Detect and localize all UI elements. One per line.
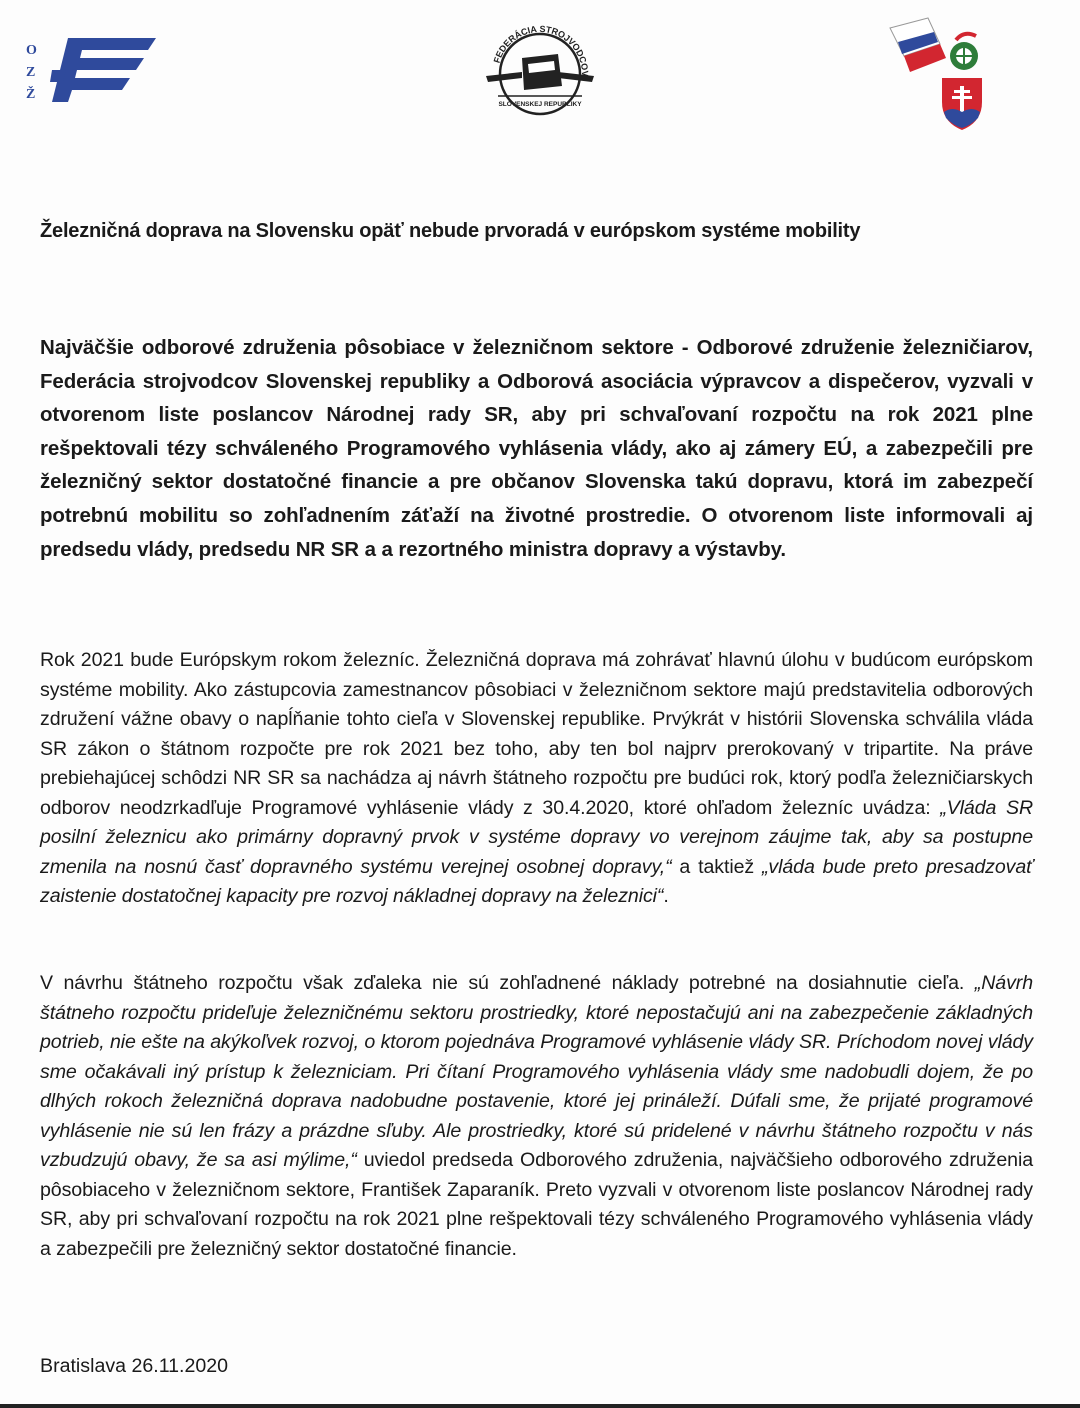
p1-end: . — [663, 885, 669, 907]
p1-quote-2: „vláda bude preto presadzovať zaistenie dostatočnej kapacity pre rozvoj nákladnej dopravy na železnici“ — [40, 855, 1033, 907]
ozz-letter-o: O — [26, 43, 37, 58]
ozz-wing-shape — [52, 38, 156, 102]
document-title: Železničná doprava na Slovensku opäť nebude prvoradá v európskom systéme mobility — [40, 220, 861, 242]
bottom-border — [0, 1404, 1080, 1408]
locomotive-icon — [522, 54, 562, 90]
ozz-letter-z: Z — [26, 65, 36, 80]
fs-arc-text: FEDERÁCIA STROJVODCOV — [491, 23, 591, 77]
place-and-date: Bratislava 26.11.2020 — [40, 1355, 229, 1377]
p1-mid: a taktiež — [671, 855, 762, 878]
p1-quote-1: „Vláda SR posilní železnicu ako primárny dopravný prvok v systéme dopravy vo verejnom záujme tak, aby sa postupne zmenila na nosnú časť dopravného systému verejnej osobnej dopravy,“ — [40, 796, 1033, 878]
p2-text: V návrhu štátneho rozpočtu však zďaleka nie sú zohľadnené náklady potrebné na dosiahnutie cieľa. — [40, 972, 975, 994]
p1-text: Rok 2021 bude Európskym rokom železníc. Železničná doprava má zohrávať hlavnú úlohu v budúcom európskom systéme mobility. Ako zástupcovia zamestnancov pôsobiaci v železničnom sektore majú predstavitelia odborových združení vážne obavy o napĺňanie tohto cieľa v Slovenskej republike. Prvýkrát v histórii Slovenska schválila vláda SR zákon o štátnom rozpočte pre rok 2021 bez toho, aby ten bol najprv prerokovaný v tripartite. Na práve prebiehajúcej schôdzi NR SR sa nachádza aj návrh štátneho rozpočtu pre budúci rok, ktorý podľa železničiarskych odborov neodzrkadľuje Programové vyhlásenie vlády z 30.4.2020, ktoré ohľadom železníc uvádza: — [40, 649, 1033, 819]
body-paragraph-1 — [40, 646, 1033, 912]
ozz-letter-zh: Ž — [26, 87, 36, 102]
p2-quote: „Návrh štátneho rozpočtu prideľuje železničnému sektoru prostriedky, ktoré nepostačujú ani na zabezpečenie základných potrieb, nie ešte na akýkoľvek rozvoj, o ktorom pojednáva Programové vyhlásenie vlády SR. Príchodom novej vlády sme očakávali iný prístup k železniciam. Pri čítaní Programového vyhlásenia vlády sme nadobudli dojem, že po dlhých rokoch železničná doprava nadobudne postavenie, ktoré jej prináleží. Dúfali sme, že prijaté programové vyhlásenie nie sú len frázy a prázdne sľuby. Ale prostriedky, ktoré sú pridelené v návrhu štátneho rozpočtu v nás vzbudzujú obavy, že sa asi mýlime,“ — [40, 972, 1033, 1171]
lead-paragraph: Najväčšie odborové združenia pôsobiace v železničnom sektore - Odborové združenie železničiarov, Federácia strojvodcov Slovenskej republiky a Odborová asociácia výpravcov a dispečerov, vyzvali v otvorenom liste poslancov Národnej rady SR, aby pri schvaľovaní rozpočtu na rok 2021 plne rešpektovali tézy schváleného Programového vyhlásenia vlády, ako aj zámery EÚ, a zabezpečili pre železničný sektor dostatočné financie a pre občanov Slovenska takú dopravu, ktorá im zabezpečí potrebnú mobilitu so zohľadnením záťaží na životné prostredie. O otvorenom liste informovali aj predsedu vlády, predsedu NR SR a a rezortného ministra dopravy a výstavby. — [40, 336, 1033, 561]
federacia-strojvodcov-logo — [478, 14, 602, 118]
body-paragraph-2 — [40, 969, 1033, 1264]
p2-rest: uviedol predseda Odborového združenia, najväčšieho odborového združenia pôsobiaceho v železničnom sektore, František Zaparaník. Preto vyzvali v otvorenom liste poslancov Národnej rady SR, aby pri schvaľovaní rozpočtu na rok 2021 plne rešpektovali tézy schváleného Programového vyhlásenia vlády a zabezpečili pre železničný sektor dostatočné financie. — [40, 1149, 1034, 1260]
odborova-asociacia-logo — [880, 14, 990, 132]
fs-bottom-text: SLOVENSKEJ REPUBLIKY — [498, 101, 582, 108]
ozz-logo — [22, 30, 162, 110]
